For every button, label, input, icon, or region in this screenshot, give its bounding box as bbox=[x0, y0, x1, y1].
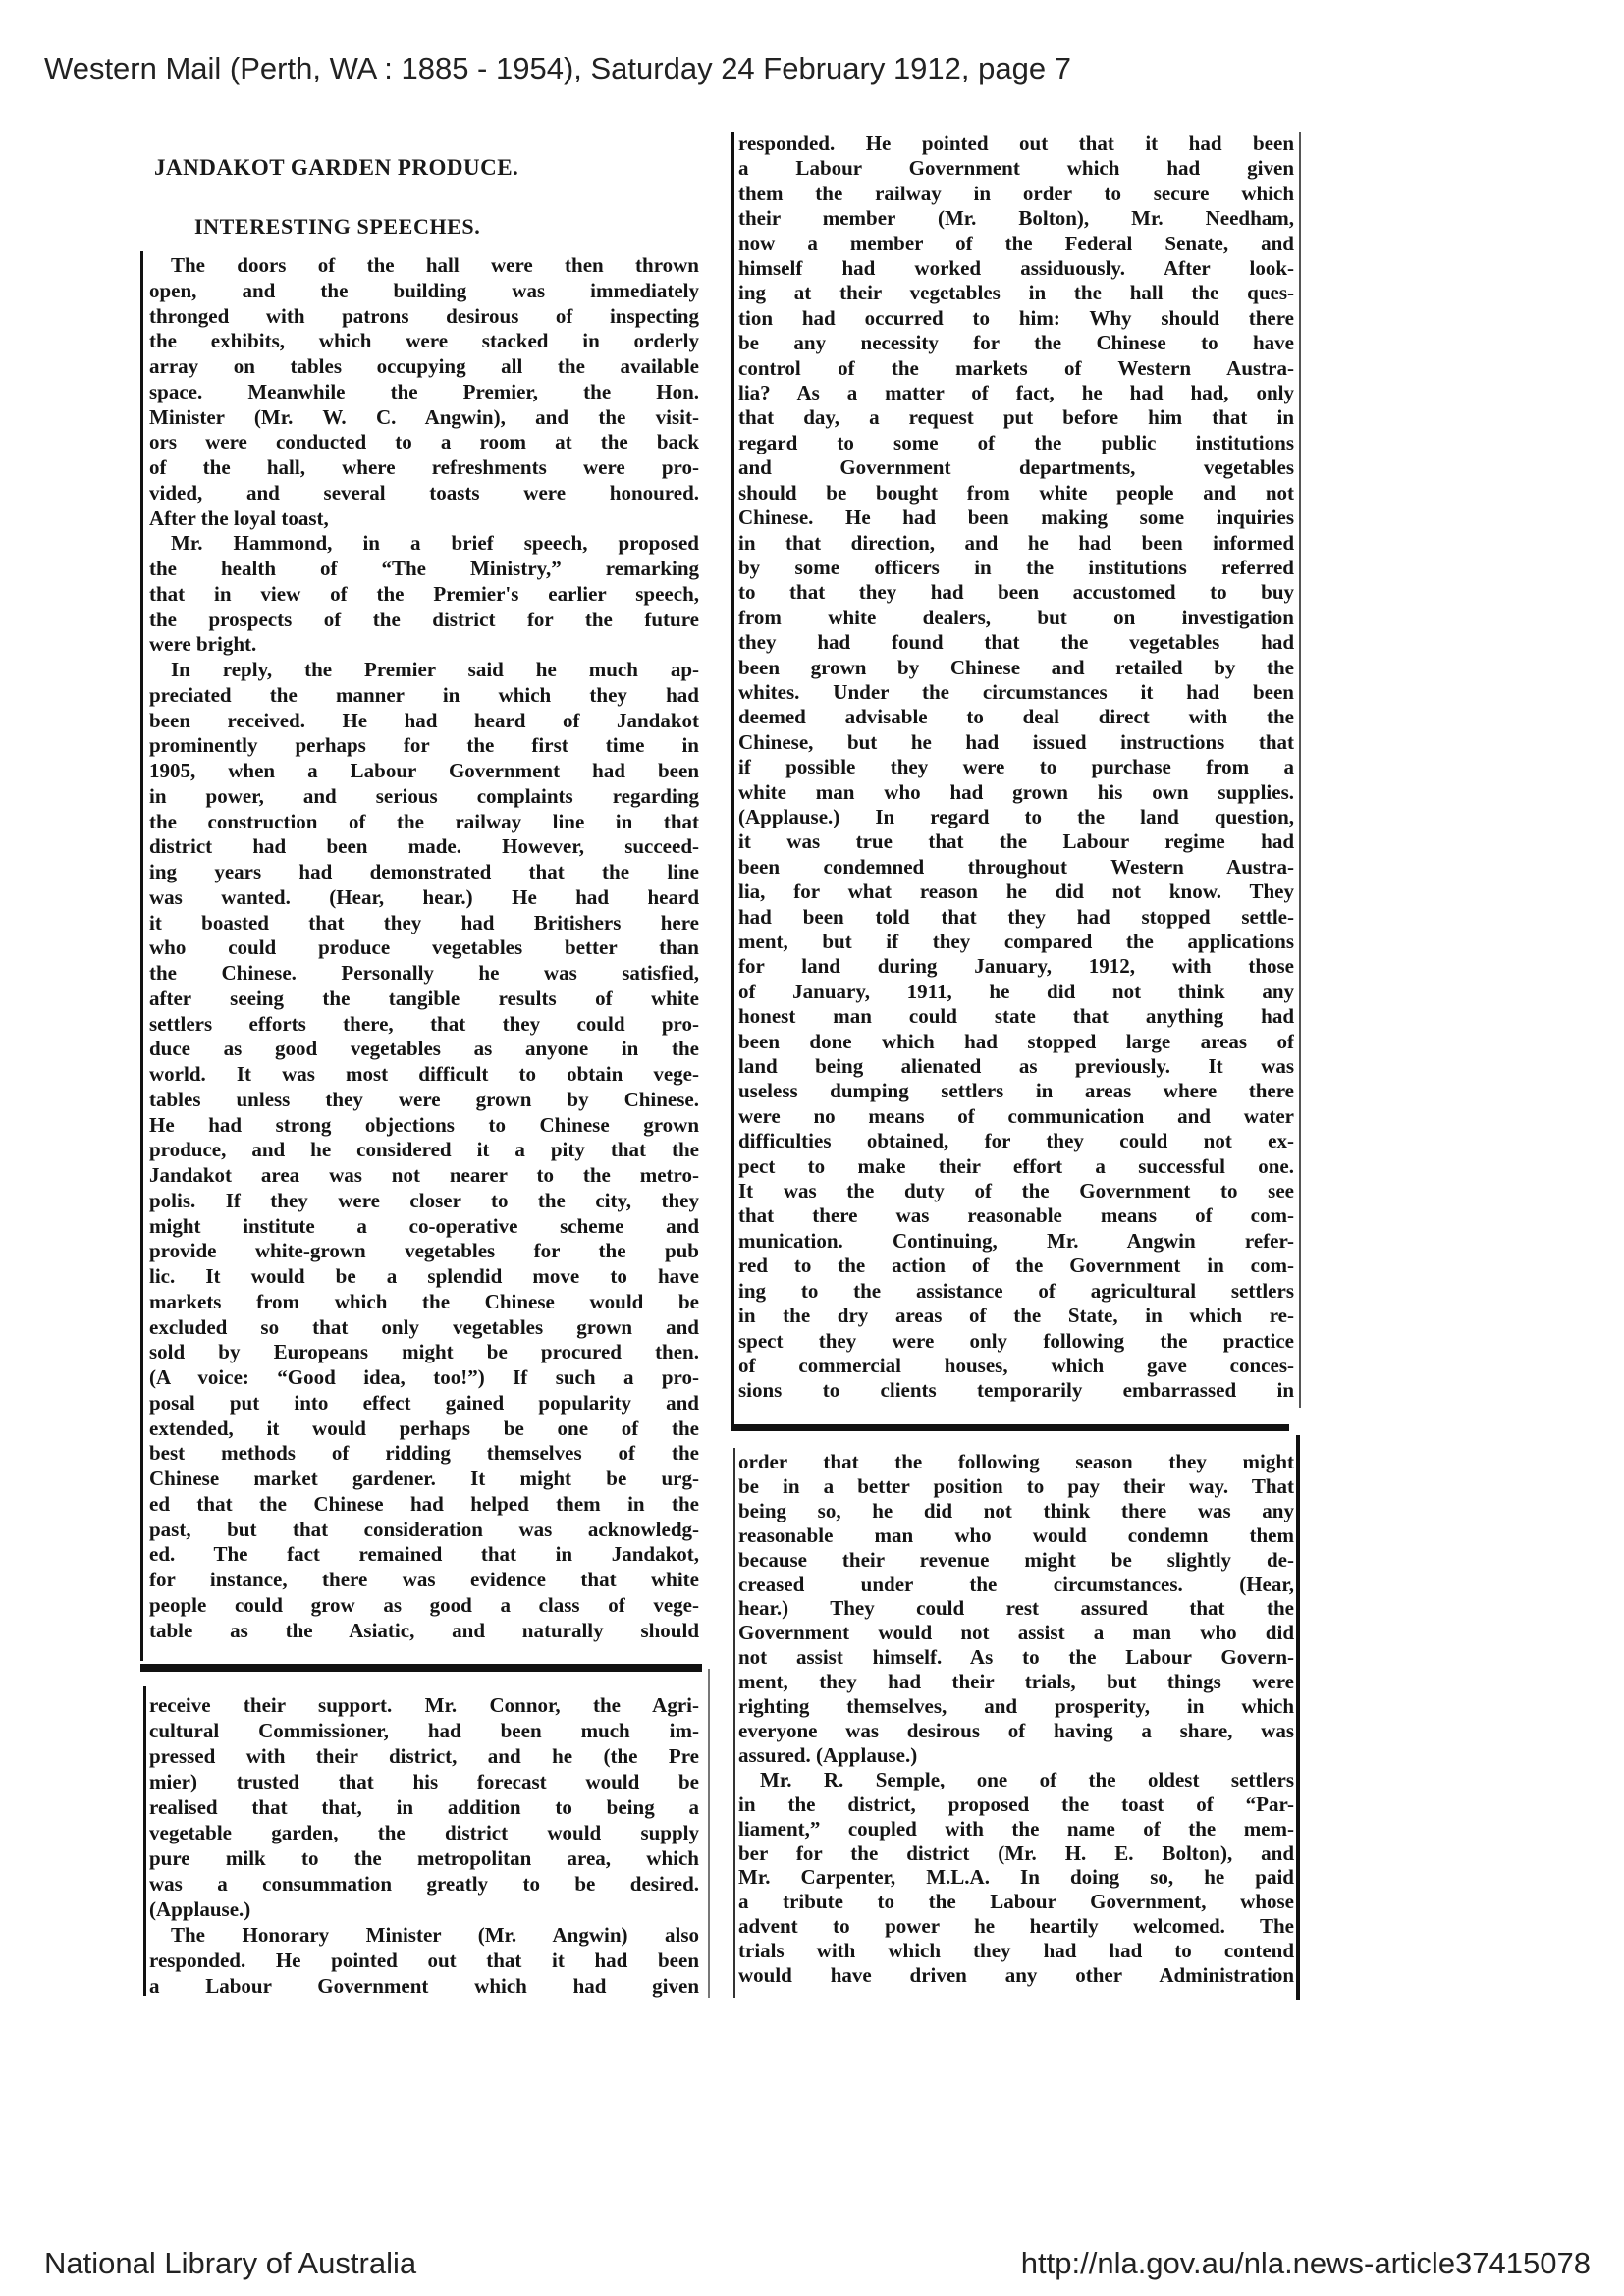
text-line: honest man could state that anything had bbox=[738, 1004, 1294, 1029]
text-line: ing to the assistance of agricultural settlers bbox=[738, 1278, 1294, 1303]
text-line: was a consummation greatly to be desired. bbox=[149, 1872, 699, 1896]
text-line: useless dumping settlers in areas where there bbox=[738, 1079, 1294, 1103]
text-line: best methods of ridding themselves of the bbox=[149, 1441, 699, 1466]
text-line: table as the Asiatic, and naturally should bbox=[149, 1618, 699, 1642]
text-line: it was true that the Labour regime had bbox=[738, 829, 1294, 854]
text-line: lic. It would be a splendid move to have bbox=[149, 1264, 699, 1288]
text-line: white man who had grown his own supplies. bbox=[738, 779, 1294, 804]
text-line: advent to power he heartily welcomed. The bbox=[738, 1914, 1294, 1939]
text-line: Government would not assist a man who did bbox=[738, 1621, 1294, 1645]
text-line: pure milk to the metropolitan area, which bbox=[149, 1846, 699, 1870]
article-subheading: INTERESTING SPEECHES. bbox=[194, 214, 481, 239]
text-line: tables unless they were grown by Chinese. bbox=[149, 1087, 699, 1111]
text-line: if possible they were to purchase from a bbox=[738, 755, 1294, 779]
text-line: were bright. bbox=[149, 632, 257, 657]
text-line: produce, and he considered it a pity that the bbox=[149, 1138, 699, 1162]
text-line: (Applause.) In regard to the land question, bbox=[738, 804, 1294, 828]
text-line: hear.) They could rest assured that the bbox=[738, 1596, 1294, 1621]
paragraph bbox=[149, 658, 699, 1643]
text-line: vided, and several toasts were honoured. bbox=[149, 480, 699, 505]
text-line: space. Meanwhile the Premier, the Hon. bbox=[149, 379, 699, 403]
text-line: and Government departments, vegetables bbox=[738, 455, 1294, 480]
text-line: righting themselves, and prosperity, in which bbox=[738, 1694, 1294, 1719]
text-line: should be bought from white people and not bbox=[738, 480, 1294, 505]
text-line: the Chinese. Personally he was satisfied, bbox=[149, 961, 699, 985]
text-line: assured. (Applause.) bbox=[738, 1742, 918, 1767]
text-line: tion had occurred to him: Why should there bbox=[738, 305, 1294, 330]
text-line: by some officers in the institutions referred bbox=[738, 555, 1294, 579]
text-line: (A voice: “Good idea, too!”) If such a pro- bbox=[149, 1365, 699, 1389]
document-title: Western Mail (Perth, WA : 1885 - 1954), Saturday 24 February 1912, page 7 bbox=[44, 51, 1071, 85]
text-line: people could grow as good a class of vege- bbox=[149, 1592, 699, 1617]
left-column-border bbox=[140, 251, 143, 1661]
paragraph bbox=[738, 1768, 1294, 1988]
text-line: be in a better position to pay their way. That bbox=[738, 1473, 1294, 1498]
text-line: a Labour Government which had given bbox=[738, 156, 1294, 181]
text-line: Jandakot area was not nearer to the metro- bbox=[149, 1163, 699, 1187]
text-line: might institute a co-operative scheme and bbox=[149, 1213, 699, 1238]
text-line: After the loyal toast, bbox=[149, 506, 329, 530]
text-line: 1905, when a Labour Government had been bbox=[149, 759, 699, 782]
text-line: order that the following season they might bbox=[738, 1450, 1294, 1473]
text-line: that day, a request put before him that in bbox=[738, 405, 1294, 430]
text-line: be any necessity for the Chinese to have bbox=[738, 331, 1294, 355]
text-line: He had strong objections to Chinese grown bbox=[149, 1112, 699, 1137]
text-line: preciated the manner in which they had bbox=[149, 682, 699, 707]
text-line: provide white-grown vegetables for the pub bbox=[149, 1239, 699, 1263]
text-line: pressed with their district, and he (the Pre bbox=[149, 1744, 699, 1768]
text-line: from white dealers, but on investigation bbox=[738, 605, 1294, 629]
text-line: in that direction, and he had been informed bbox=[738, 530, 1294, 555]
text-line: pect to make their effort a successful one. bbox=[738, 1153, 1294, 1178]
text-line: regard to some of the public institutions bbox=[738, 430, 1294, 454]
article-column-left-bottom bbox=[149, 1692, 699, 1999]
text-line: been condemned throughout Western Austra- bbox=[738, 854, 1294, 879]
text-line: of the hall, where refreshments were pro- bbox=[149, 455, 699, 479]
text-line: after seeing the tangible results of white bbox=[149, 986, 699, 1010]
text-line: district had been made. However, succeed- bbox=[149, 834, 699, 859]
text-line: now a member of the Federal Senate, and bbox=[738, 231, 1294, 255]
text-line: Chinese, but he had issued instructions that bbox=[738, 729, 1294, 754]
paragraph bbox=[149, 253, 699, 531]
text-line: for land during January, 1912, with those bbox=[738, 954, 1294, 979]
text-line: spect they were only following the practice bbox=[738, 1328, 1294, 1353]
text-line: lia? As a matter of fact, he had had, only bbox=[738, 381, 1294, 405]
text-line: ors were conducted to a room at the back bbox=[149, 430, 699, 454]
right-top-right-border bbox=[1299, 132, 1301, 1408]
text-line: reasonable man who would condemn them bbox=[738, 1522, 1294, 1547]
text-line: markets from which the Chinese would be bbox=[149, 1289, 699, 1313]
text-line: land being alienated as previously. It was bbox=[738, 1054, 1294, 1079]
text-line: array on tables occupying all the available bbox=[149, 354, 699, 378]
text-line: liament,” coupled with the name of the mem- bbox=[738, 1816, 1294, 1841]
text-line: realised that that, in addition to being a bbox=[149, 1795, 699, 1819]
text-line: would have driven any other Administration bbox=[738, 1963, 1294, 1988]
text-line: sold by Europeans might be procured then. bbox=[149, 1340, 699, 1364]
text-line: were no means of communication and water bbox=[738, 1103, 1294, 1128]
paragraph bbox=[149, 1692, 699, 1922]
text-line: sions to clients temporarily embarrassed in bbox=[738, 1378, 1294, 1403]
paragraph bbox=[149, 1922, 699, 1999]
text-line: The Honorary Minister (Mr. Angwin) also bbox=[171, 1923, 699, 1947]
text-line: Mr. Hammond, in a brief speech, proposed bbox=[171, 531, 699, 556]
paragraph bbox=[149, 531, 699, 658]
right-bottom-left-border bbox=[733, 1448, 735, 1998]
text-line: duce as good vegetables as anyone in the bbox=[149, 1037, 699, 1061]
left-bottom-border bbox=[143, 1686, 146, 1996]
text-line: whites. Under the circumstances it had been bbox=[738, 679, 1294, 704]
text-line: because their revenue might be slightly de- bbox=[738, 1547, 1294, 1572]
text-line: mier) trusted that his forecast would be bbox=[149, 1770, 699, 1793]
paragraph bbox=[738, 1450, 1294, 1768]
text-line: control of the markets of Western Austra- bbox=[738, 355, 1294, 380]
text-line: the health of “The Ministry,” remarking bbox=[149, 557, 699, 580]
text-line: in the district, proposed the toast of “Par- bbox=[738, 1791, 1294, 1816]
text-line: not assist himself. As to the Labour Govern- bbox=[738, 1645, 1294, 1670]
text-line: for instance, there was evidence that white bbox=[149, 1568, 699, 1591]
text-line: their member (Mr. Bolton), Mr. Needham, bbox=[738, 206, 1294, 231]
text-line: it boasted that they had Britishers here bbox=[149, 910, 699, 934]
text-line: deemed advisable to deal direct with the bbox=[738, 705, 1294, 729]
text-line: ed that the Chinese had helped them in the bbox=[149, 1491, 699, 1516]
text-line: creased under the circumstances. (Hear, bbox=[738, 1572, 1294, 1596]
text-line: the construction of the railway line in that bbox=[149, 809, 699, 833]
text-line: had been told that they had stopped settle- bbox=[738, 904, 1294, 929]
footer-source: National Library of Australia bbox=[44, 2246, 417, 2280]
text-line: in the dry areas of the State, in which re- bbox=[738, 1304, 1294, 1328]
text-line: In reply, the Premier said he much ap- bbox=[171, 658, 699, 681]
left-column-cut-rule bbox=[140, 1664, 702, 1672]
article-column-right-bottom bbox=[738, 1450, 1294, 1988]
text-line: excluded so that only vegetables grown and bbox=[149, 1314, 699, 1339]
text-line: responded. He pointed out that it had been bbox=[149, 1949, 699, 1972]
text-line: trials with which they had had to contend bbox=[738, 1939, 1294, 1963]
text-line: world. It was most difficult to obtain vege- bbox=[149, 1062, 699, 1086]
text-line: polis. If they were closer to the city, they bbox=[149, 1188, 699, 1212]
text-line: difficulties obtained, for they could not ex- bbox=[738, 1129, 1294, 1153]
text-line: ed. The fact remained that in Jandakot, bbox=[149, 1542, 699, 1567]
text-line: past, but that consideration was acknowledg- bbox=[149, 1517, 699, 1541]
right-top-left-border bbox=[731, 132, 734, 1427]
text-line: The doors of the hall were then thrown bbox=[171, 253, 699, 277]
text-line: prominently perhaps for the first time in bbox=[149, 733, 699, 758]
text-line: the prospects of the district for the future bbox=[149, 607, 699, 631]
text-line: ment, but if they compared the applications bbox=[738, 930, 1294, 953]
text-line: extended, it would perhaps be one of the bbox=[149, 1415, 699, 1440]
text-line: was wanted. (Hear, hear.) He had heard bbox=[149, 884, 699, 909]
right-bottom-right-border bbox=[1296, 1435, 1300, 2000]
text-line: they had found that the vegetables had bbox=[738, 630, 1294, 655]
text-line: in power, and serious complaints regarding bbox=[149, 783, 699, 808]
text-line: receive their support. Mr. Connor, the Agri- bbox=[149, 1693, 699, 1717]
text-line: Mr. Carpenter, M.L.A. In doing so, he paid bbox=[738, 1865, 1294, 1890]
article-column-right-top bbox=[738, 132, 1294, 1404]
text-line: Mr. R. Semple, one of the oldest settlers bbox=[760, 1767, 1294, 1791]
right-column-cut-rule bbox=[731, 1424, 1289, 1431]
text-line: ber for the district (Mr. H. E. Bolton), and bbox=[738, 1841, 1294, 1865]
text-line: ing at their vegetables in the hall the ques- bbox=[738, 281, 1294, 305]
text-line: being so, he did not think there was any bbox=[738, 1498, 1294, 1522]
text-line: (Applause.) bbox=[149, 1897, 251, 1921]
text-line: responded. He pointed out that it had been bbox=[738, 132, 1294, 155]
text-line: a Labour Government which had given bbox=[149, 1974, 699, 1998]
text-line: to that they had been accustomed to buy bbox=[738, 580, 1294, 605]
article-column-left-top bbox=[149, 253, 699, 1643]
text-line: everyone was desirous of having a share, was bbox=[738, 1718, 1294, 1742]
text-line: been received. He had heard of Jandakot bbox=[149, 708, 699, 732]
text-line: red to the action of the Government in com- bbox=[738, 1254, 1294, 1278]
text-line: been done which had stopped large areas of bbox=[738, 1029, 1294, 1053]
text-line: settlers efforts there, that they could pro- bbox=[149, 1011, 699, 1036]
text-line: them the railway in order to secure which bbox=[738, 181, 1294, 205]
text-line: cultural Commissioner, had been much im- bbox=[149, 1719, 699, 1742]
text-line: a tribute to the Labour Government, whose bbox=[738, 1890, 1294, 1914]
text-line: ment, they had their trials, but things were bbox=[738, 1670, 1294, 1694]
text-line: of January, 1911, he did not think any bbox=[738, 979, 1294, 1003]
text-line: of commercial houses, which gave conces- bbox=[738, 1353, 1294, 1377]
text-line: munication. Continuing, Mr. Angwin refer- bbox=[738, 1228, 1294, 1253]
text-line: posal put into effect gained popularity and bbox=[149, 1390, 699, 1415]
text-line: thronged with patrons desirous of inspecting bbox=[149, 303, 699, 328]
text-line: ing years had demonstrated that the line bbox=[149, 860, 699, 883]
left-column-right-border bbox=[708, 1669, 710, 1998]
text-line: that there was reasonable means of com- bbox=[738, 1203, 1294, 1228]
text-line: been grown by Chinese and retailed by the bbox=[738, 655, 1294, 679]
footer-url[interactable]: http://nla.gov.au/nla.news-article37415078 bbox=[1020, 2246, 1591, 2280]
text-line: himself had worked assiduously. After look- bbox=[738, 256, 1294, 281]
paragraph bbox=[738, 132, 1294, 1404]
text-line: vegetable garden, the district would supply bbox=[149, 1821, 699, 1844]
text-line: Minister (Mr. W. C. Angwin), and the visit- bbox=[149, 404, 699, 429]
text-line: the exhibits, which were stacked in orderly bbox=[149, 329, 699, 353]
text-line: who could produce vegetables better than bbox=[149, 935, 699, 960]
article-headline: JANDAKOT GARDEN PRODUCE. bbox=[154, 155, 519, 180]
text-line: Chinese market gardener. It might be urg- bbox=[149, 1467, 699, 1490]
text-line: open, and the building was immediately bbox=[149, 278, 699, 302]
text-line: Chinese. He had been making some inquiries bbox=[738, 506, 1294, 530]
text-line: It was the duty of the Government to see bbox=[738, 1179, 1294, 1203]
text-line: lia, for what reason he did not know. They bbox=[738, 880, 1294, 904]
text-line: that in view of the Premier's earlier speech, bbox=[149, 581, 699, 606]
